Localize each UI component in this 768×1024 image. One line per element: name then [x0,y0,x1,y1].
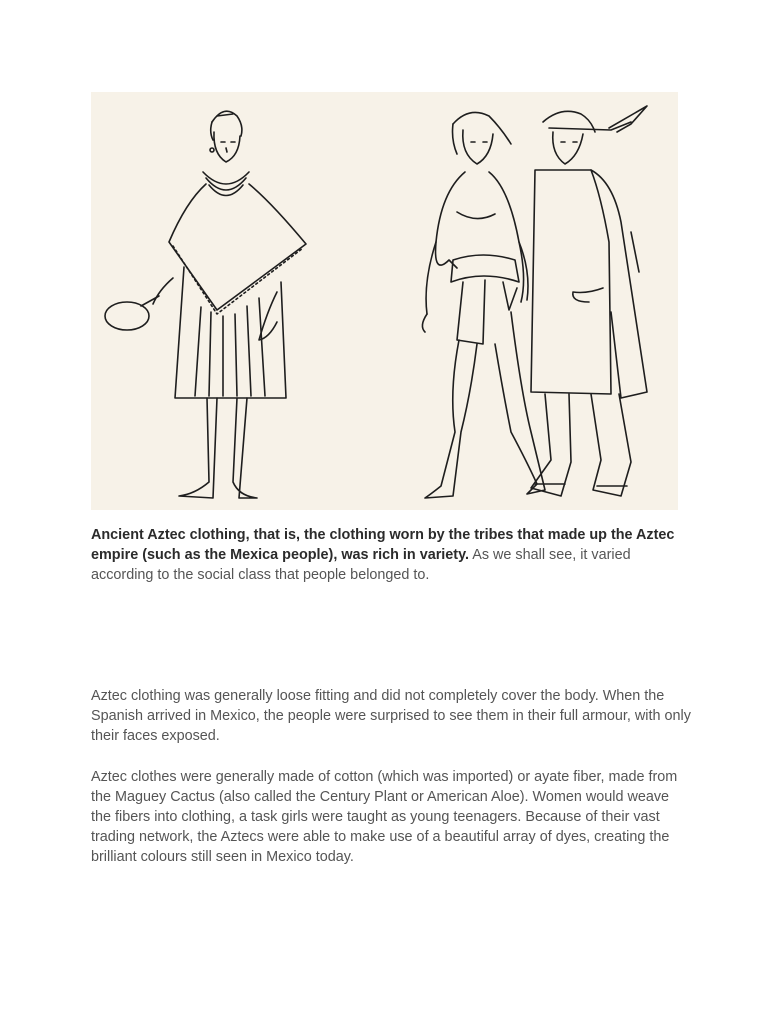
intro-rest-text: As we shall see, it varied according to the social class that people belonged to. [91,547,631,583]
aztec-man-loincloth-figure [422,112,545,498]
intro-bold-text: Ancient Aztec clothing, that is, the clothing worn by the tribes that made up the Aztec empire (such as the Mexica people), was rich in variety. [91,527,675,563]
body-paragraph-1: Aztec clothing was generally loose fitting and did not completely cover the body. When the Spanish arrived in Mexico, the people were surprised to see them in their full armour, with only their faces exposed. [91,688,691,744]
aztec-man-cloak-figure [531,106,647,496]
aztec-clothing-illustration [91,92,678,510]
intro-paragraph [91,525,691,585]
aztec-woman-figure [105,111,306,498]
body-paragraph-2: Aztec clothes were generally made of cotton (which was imported) or ayate fiber, made from the Maguey Cactus (also called the Century Plant or American Aloe). Women would weave the fibers into clothing, a task girls were taught as young teenagers. Because of their vast trading network, the Aztecs were able to make use of a beautiful array of dyes, creating the brilliant colours still seen in Mexico today. [91,769,678,865]
